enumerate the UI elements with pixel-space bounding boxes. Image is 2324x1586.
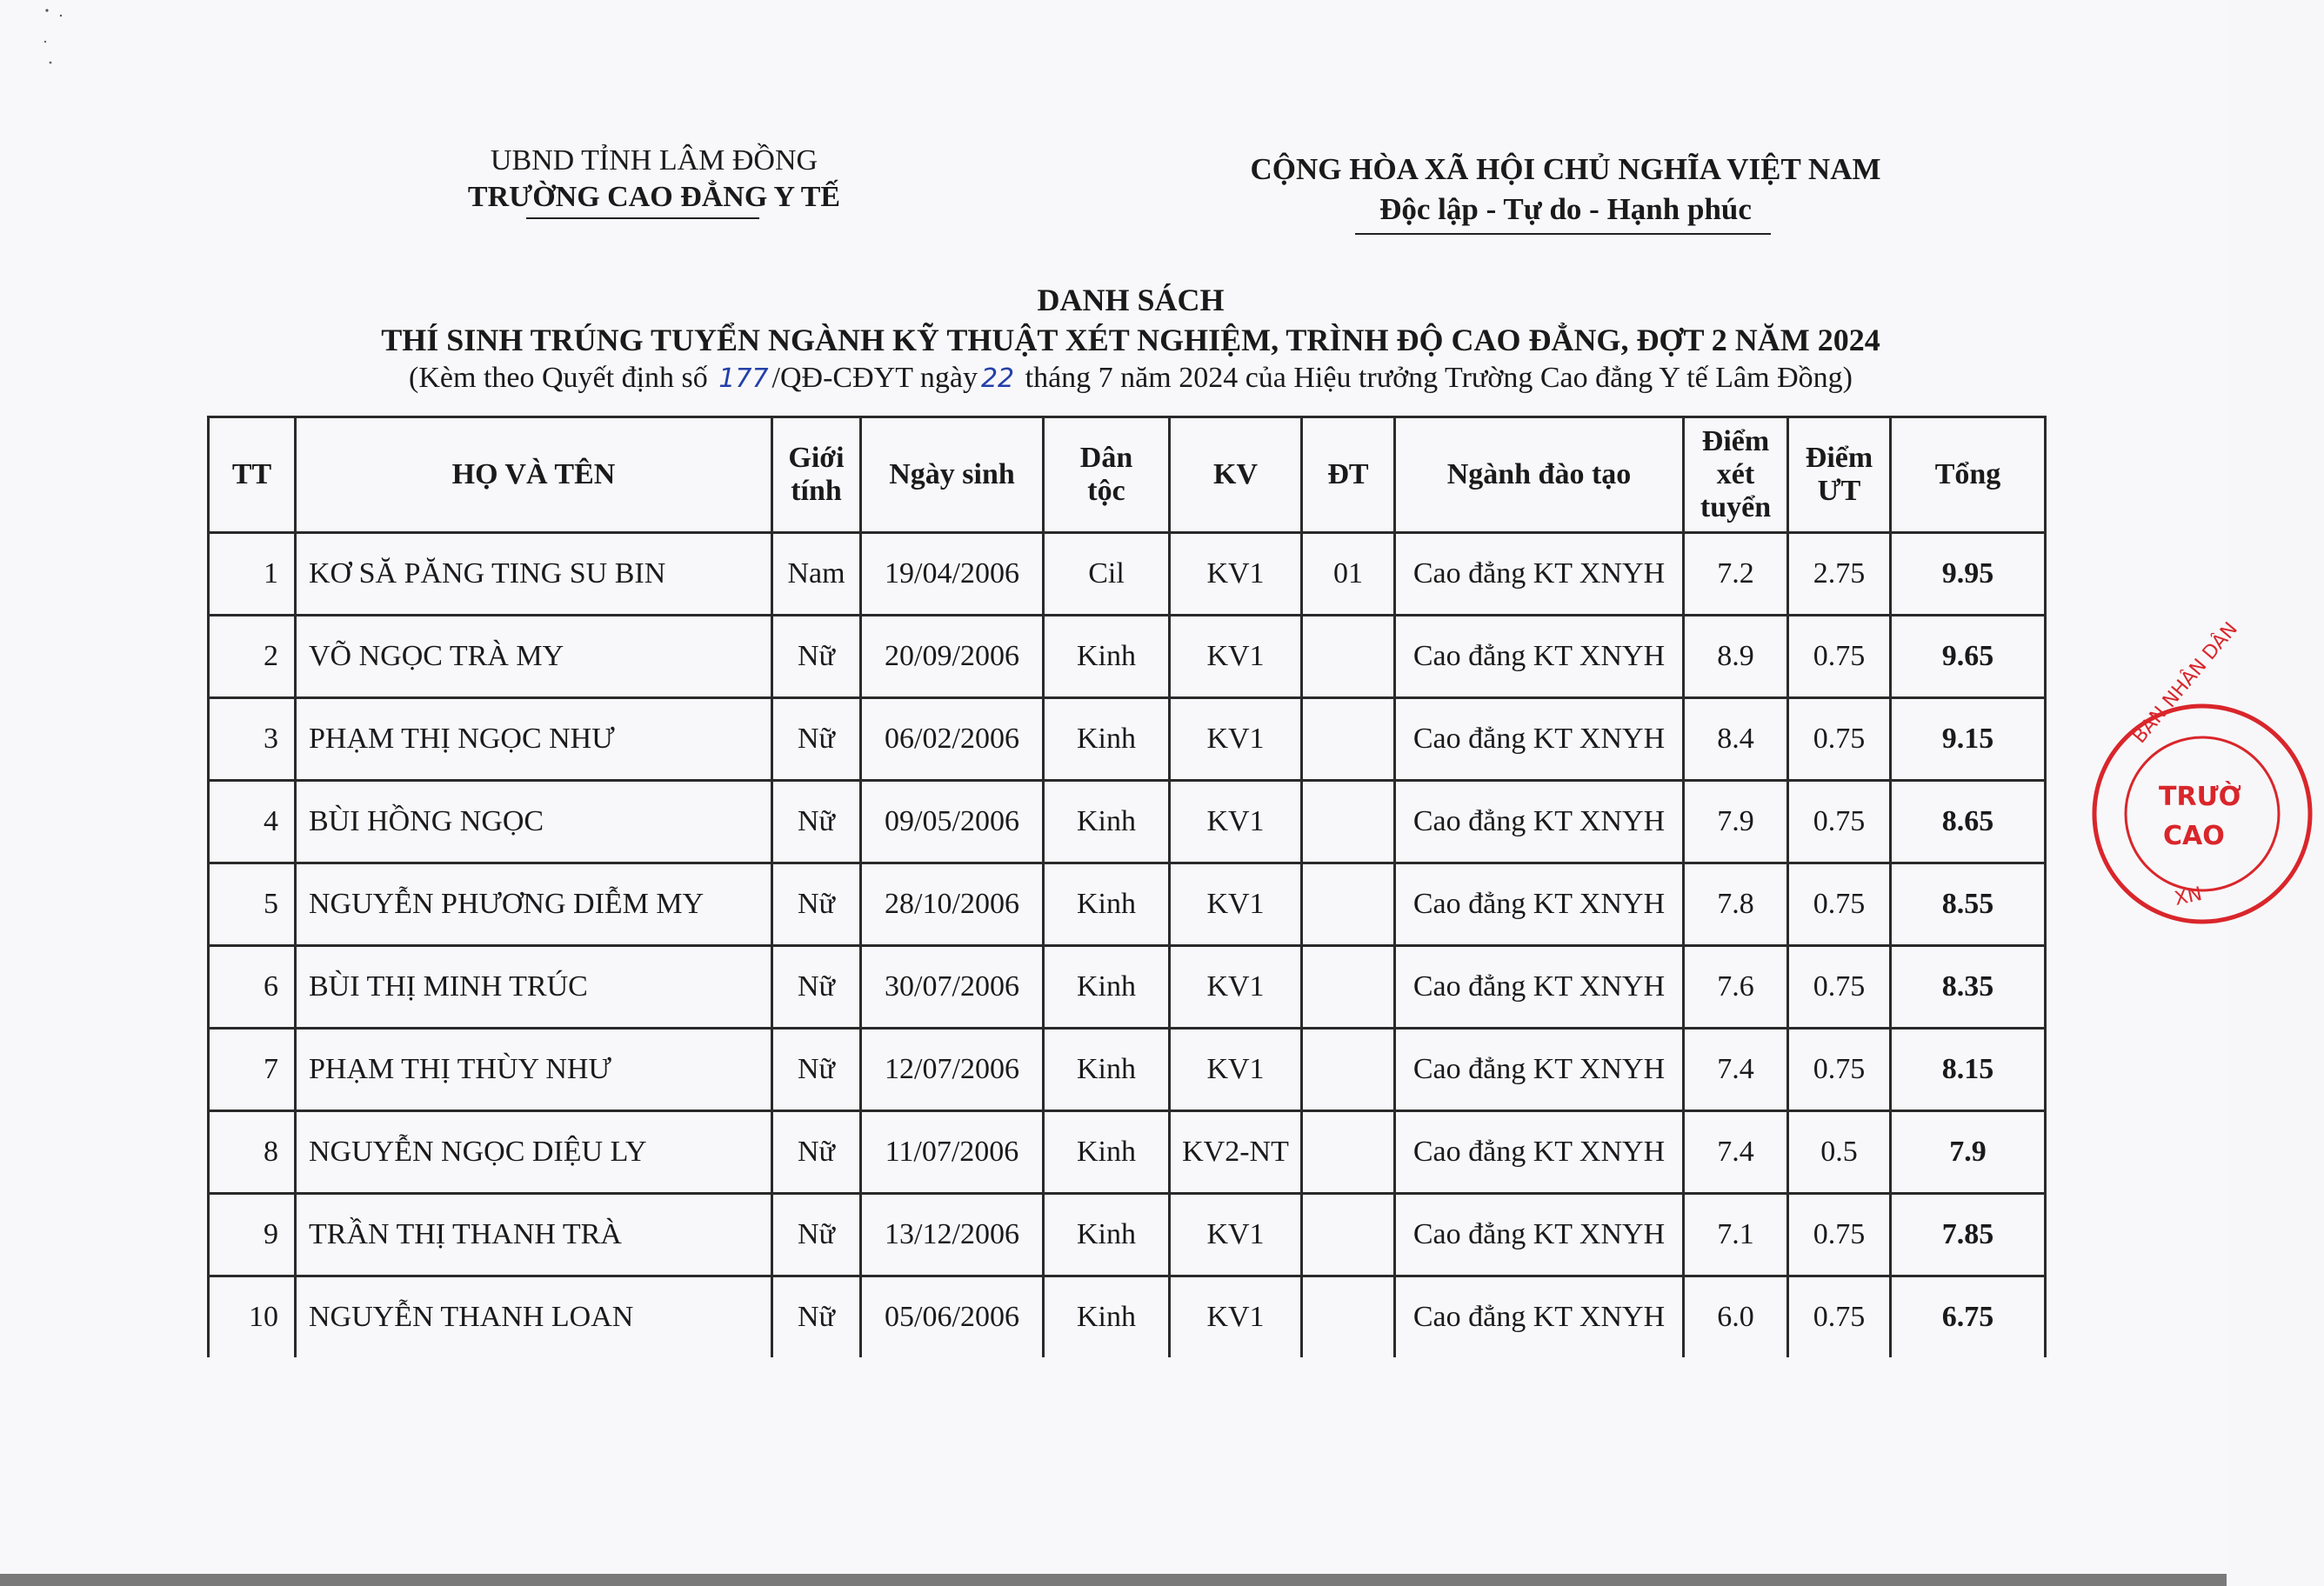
document-subtitle: THÍ SINH TRÚNG TUYỂN NGÀNH KỸ THUẬT XÉT NGHIỆM, TRÌNH ĐỘ CAO ĐẲNG, ĐỢT 2 NĂM 2024: [381, 323, 1880, 357]
cell-kv: KV1: [1170, 698, 1302, 781]
cell-dt: [1302, 1111, 1395, 1194]
red-official-seal-icon: [2080, 618, 2324, 936]
cell-name: TRẦN THỊ THANH TRÀ: [296, 1194, 772, 1276]
cell-dt: [1302, 616, 1395, 698]
cell-gender: Nữ: [772, 1194, 861, 1276]
cell-major: Cao đẳng KT XNYH: [1395, 946, 1684, 1029]
cell-gender: Nữ: [772, 1276, 861, 1358]
cell-ethnic: Cil: [1044, 533, 1170, 616]
cell-dob: 20/09/2006: [861, 616, 1044, 698]
cell-total: 7.85: [1891, 1194, 2046, 1276]
cell-bonus: 2.75: [1788, 533, 1891, 616]
cell-major: Cao đẳng KT XNYH: [1395, 1111, 1684, 1194]
admission-list-table: [207, 416, 2047, 1357]
table-row: [209, 1276, 2046, 1358]
cell-bonus: 0.75: [1788, 946, 1891, 1029]
table-row: [209, 781, 2046, 863]
cell-bonus: 0.75: [1788, 1276, 1891, 1358]
cell-gender: Nữ: [772, 946, 861, 1029]
cell-dob: 12/07/2006: [861, 1029, 1044, 1111]
cell-dob: 28/10/2006: [861, 863, 1044, 946]
header-gender: Giới tính: [772, 417, 861, 533]
cell-gender: Nữ: [772, 781, 861, 863]
cell-score: 7.1: [1684, 1194, 1788, 1276]
cell-total: 8.55: [1891, 863, 2046, 946]
cell-bonus: 0.75: [1788, 1029, 1891, 1111]
cell-dt: [1302, 698, 1395, 781]
header-ethnic: Dân tộc: [1044, 417, 1170, 533]
cell-tt: 5: [209, 863, 296, 946]
decision-number-handwritten: 177: [718, 363, 769, 394]
cell-dt: [1302, 946, 1395, 1029]
cell-dt: [1302, 1276, 1395, 1358]
cell-name: VÕ NGỌC TRÀ MY: [296, 616, 772, 698]
cell-kv: KV1: [1170, 863, 1302, 946]
cell-score: 7.9: [1684, 781, 1788, 863]
table-row: [209, 946, 2046, 1029]
cell-name: NGUYỄN NGỌC DIỆU LY: [296, 1111, 772, 1194]
cell-gender: Nữ: [772, 863, 861, 946]
decision-day-handwritten: 22: [980, 363, 1015, 394]
header-total: Tổng: [1891, 417, 2046, 533]
cell-dt: [1302, 781, 1395, 863]
header-score: Điểm xét tuyển: [1684, 417, 1788, 533]
school-name: TRƯỜNG CAO ĐẲNG Y TẾ: [467, 181, 841, 213]
header-name: HỌ VÀ TÊN: [296, 417, 772, 533]
cell-name: PHẠM THỊ NGỌC NHƯ: [296, 698, 772, 781]
cell-score: 6.0: [1684, 1276, 1788, 1358]
cell-kv: KV1: [1170, 616, 1302, 698]
table-row: [209, 616, 2046, 698]
cell-ethnic: Kinh: [1044, 698, 1170, 781]
decision-ref-part-b: /QĐ-CĐYT ngày: [771, 362, 978, 394]
cell-dob: 19/04/2006: [861, 533, 1044, 616]
cell-bonus: 0.5: [1788, 1111, 1891, 1194]
cell-ethnic: Kinh: [1044, 1111, 1170, 1194]
cell-score: 7.4: [1684, 1029, 1788, 1111]
cell-dob: 09/05/2006: [861, 781, 1044, 863]
authority-name: UBND TỈNH LÂM ĐỒNG: [490, 144, 818, 177]
cell-ethnic: Kinh: [1044, 1029, 1170, 1111]
cell-tt: 2: [209, 616, 296, 698]
cell-major: Cao đẳng KT XNYH: [1395, 533, 1684, 616]
cell-tt: 6: [209, 946, 296, 1029]
cell-total: 8.65: [1891, 781, 2046, 863]
cell-dt: 01: [1302, 533, 1395, 616]
national-motto-header: [1200, 150, 1931, 230]
seal-ring-text: BAN NHÂN DÂN: [2128, 618, 2242, 748]
document-title-block: [191, 280, 2070, 397]
cell-dt: [1302, 863, 1395, 946]
cell-ethnic: Kinh: [1044, 616, 1170, 698]
cell-gender: Nữ: [772, 616, 861, 698]
cell-tt: 8: [209, 1111, 296, 1194]
cell-major: Cao đẳng KT XNYH: [1395, 1276, 1684, 1358]
cell-kv: KV1: [1170, 1276, 1302, 1358]
table-row: [209, 533, 2046, 616]
cell-bonus: 0.75: [1788, 698, 1891, 781]
cell-gender: Nữ: [772, 698, 861, 781]
cell-bonus: 0.75: [1788, 781, 1891, 863]
cell-score: 7.8: [1684, 863, 1788, 946]
cell-dob: 06/02/2006: [861, 698, 1044, 781]
cell-tt: 3: [209, 698, 296, 781]
cell-ethnic: Kinh: [1044, 1276, 1170, 1358]
cell-name: PHẠM THỊ THÙY NHƯ: [296, 1029, 772, 1111]
cell-total: 8.35: [1891, 946, 2046, 1029]
cell-total: 7.9: [1891, 1111, 2046, 1194]
cell-ethnic: Kinh: [1044, 1194, 1170, 1276]
cell-dob: 30/07/2006: [861, 946, 1044, 1029]
cell-total: 9.95: [1891, 533, 2046, 616]
cell-name: NGUYỄN PHƯƠNG DIỄM MY: [296, 863, 772, 946]
cell-major: Cao đẳng KT XNYH: [1395, 698, 1684, 781]
header-dt: ĐT: [1302, 417, 1395, 533]
country-name: CỘNG HÒA XÃ HỘI CHỦ NGHĨA VIỆT NAM: [1250, 152, 1881, 186]
table-header-row: [209, 417, 2046, 533]
scan-bottom-edge: [0, 1574, 2227, 1586]
cell-major: Cao đẳng KT XNYH: [1395, 781, 1684, 863]
cell-dt: [1302, 1029, 1395, 1111]
cell-bonus: 0.75: [1788, 863, 1891, 946]
cell-tt: 7: [209, 1029, 296, 1111]
cell-tt: 4: [209, 781, 296, 863]
decision-reference: [191, 360, 2070, 397]
cell-major: Cao đẳng KT XNYH: [1395, 863, 1684, 946]
issuing-authority-header: [393, 143, 915, 217]
table-row: [209, 1194, 2046, 1276]
cell-score: 8.4: [1684, 698, 1788, 781]
cell-name: NGUYỄN THANH LOAN: [296, 1276, 772, 1358]
cell-score: 8.9: [1684, 616, 1788, 698]
cell-tt: 9: [209, 1194, 296, 1276]
table-row: [209, 698, 2046, 781]
cell-total: 8.15: [1891, 1029, 2046, 1111]
decision-ref-part-c: tháng 7 năm 2024 của Hiệu trưởng Trường Cao đẳng Y tế Lâm Đồng): [1025, 362, 1853, 394]
cell-total: 6.75: [1891, 1276, 2046, 1358]
cell-dt: [1302, 1194, 1395, 1276]
cell-ethnic: Kinh: [1044, 863, 1170, 946]
table-row: [209, 1111, 2046, 1194]
scan-speck-marks: [42, 7, 68, 68]
header-bonus: Điểm ƯT: [1788, 417, 1891, 533]
authority-underline: [526, 217, 759, 219]
cell-kv: KV1: [1170, 946, 1302, 1029]
table-row: [209, 1029, 2046, 1111]
cell-major: Cao đẳng KT XNYH: [1395, 1029, 1684, 1111]
cell-kv: KV1: [1170, 1194, 1302, 1276]
cell-dob: 13/12/2006: [861, 1194, 1044, 1276]
national-motto: Độc lập - Tự do - Hạnh phúc: [1379, 192, 1752, 226]
cell-total: 9.65: [1891, 616, 2046, 698]
cell-dob: 05/06/2006: [861, 1276, 1044, 1358]
cell-total: 9.15: [1891, 698, 2046, 781]
cell-score: 7.2: [1684, 533, 1788, 616]
cell-score: 7.6: [1684, 946, 1788, 1029]
document-title: DANH SÁCH: [1037, 283, 1225, 317]
cell-score: 7.4: [1684, 1111, 1788, 1194]
header-dob: Ngày sinh: [861, 417, 1044, 533]
cell-gender: Nam: [772, 533, 861, 616]
cell-name: KƠ SĂ PĂNG TING SU BIN: [296, 533, 772, 616]
motto-underline: [1355, 233, 1771, 235]
cell-gender: Nữ: [772, 1029, 861, 1111]
cell-major: Cao đẳng KT XNYH: [1395, 616, 1684, 698]
header-tt: TT: [209, 417, 296, 533]
table-row: [209, 863, 2046, 946]
cell-ethnic: Kinh: [1044, 781, 1170, 863]
cell-bonus: 0.75: [1788, 1194, 1891, 1276]
seal-bottom-text: XN: [2173, 883, 2205, 910]
cell-kv: KV1: [1170, 533, 1302, 616]
cell-name: BÙI HỒNG NGỌC: [296, 781, 772, 863]
cell-bonus: 0.75: [1788, 616, 1891, 698]
cell-kv: KV1: [1170, 781, 1302, 863]
cell-tt: 10: [209, 1276, 296, 1358]
cell-dob: 11/07/2006: [861, 1111, 1044, 1194]
header-major: Ngành đào tạo: [1395, 417, 1684, 533]
cell-gender: Nữ: [772, 1111, 861, 1194]
seal-center-text-2: CAO: [2163, 821, 2225, 851]
cell-name: BÙI THỊ MINH TRÚC: [296, 946, 772, 1029]
cell-kv: KV2-NT: [1170, 1111, 1302, 1194]
cell-kv: KV1: [1170, 1029, 1302, 1111]
cell-major: Cao đẳng KT XNYH: [1395, 1194, 1684, 1276]
header-kv: KV: [1170, 417, 1302, 533]
decision-ref-part-a: (Kèm theo Quyết định số: [409, 362, 708, 394]
seal-center-text-1: TRƯỜ: [2159, 782, 2241, 812]
cell-tt: 1: [209, 533, 296, 616]
cell-ethnic: Kinh: [1044, 946, 1170, 1029]
